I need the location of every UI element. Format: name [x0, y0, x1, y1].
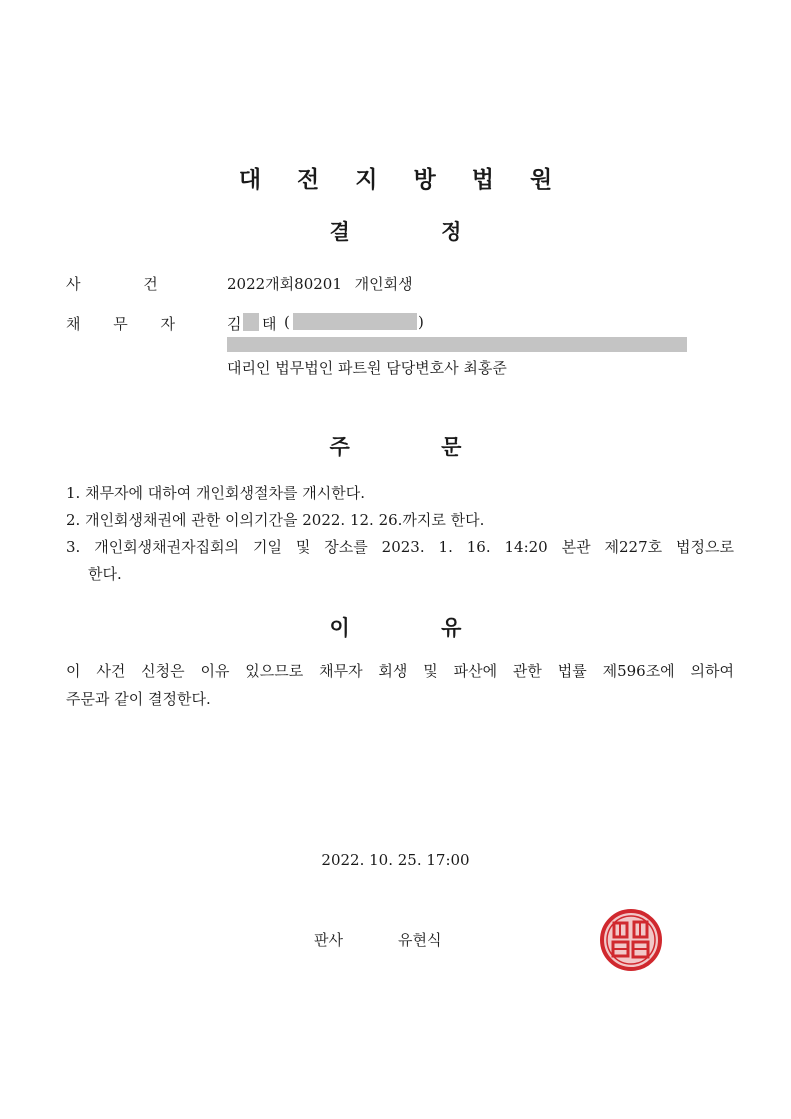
- judge-name: 유현식: [398, 931, 442, 949]
- order-item-1: 1. 채무자에 대하여 개인회생절차를 개시한다.: [66, 484, 365, 502]
- order-heading: 주 문: [329, 435, 462, 459]
- redacted-address: [227, 337, 687, 352]
- court-name: 대 전 지 방 법 원: [238, 167, 553, 193]
- debtor-name-last: 태: [262, 315, 277, 333]
- decision-date: 2022. 10. 25. 17:00: [321, 851, 470, 869]
- debtor-name-first: 김: [227, 315, 242, 333]
- order-item-2: 2. 개인회생채권에 관한 이의기간을 2022. 12. 26.까지로 한다.: [66, 511, 485, 529]
- debtor-agent: 대리인 법무법인 파트원 담당변호사 최홍준: [227, 359, 507, 377]
- case-label: 사 건: [66, 275, 158, 293]
- case-number: 2022개회80201 개인회생: [227, 275, 413, 293]
- reason-text-line1: 이 사건 신청은 이유 있으므로 채무자 회생 및 파산에 관한 법률 제596조에 의하여: [66, 662, 734, 680]
- debtor-label: 채 무 자: [66, 315, 176, 333]
- judge-title: 판사: [314, 931, 343, 949]
- reason-heading: 이 유: [329, 616, 462, 640]
- close-paren: ): [418, 313, 424, 331]
- redacted-id: [293, 313, 417, 330]
- open-paren: (: [284, 313, 290, 331]
- judge-seal: [598, 907, 664, 973]
- reason-text-line2: 주문과 같이 결정한다.: [66, 690, 211, 708]
- redacted-name: [243, 313, 259, 331]
- order-item-3-cont: 한다.: [88, 565, 122, 583]
- document-title: 결 정: [329, 220, 462, 244]
- order-item-3: 3. 개인회생채권자집회의 기일 및 장소를 2023. 1. 16. 14:20 본관 제227호 법정으로: [66, 538, 734, 556]
